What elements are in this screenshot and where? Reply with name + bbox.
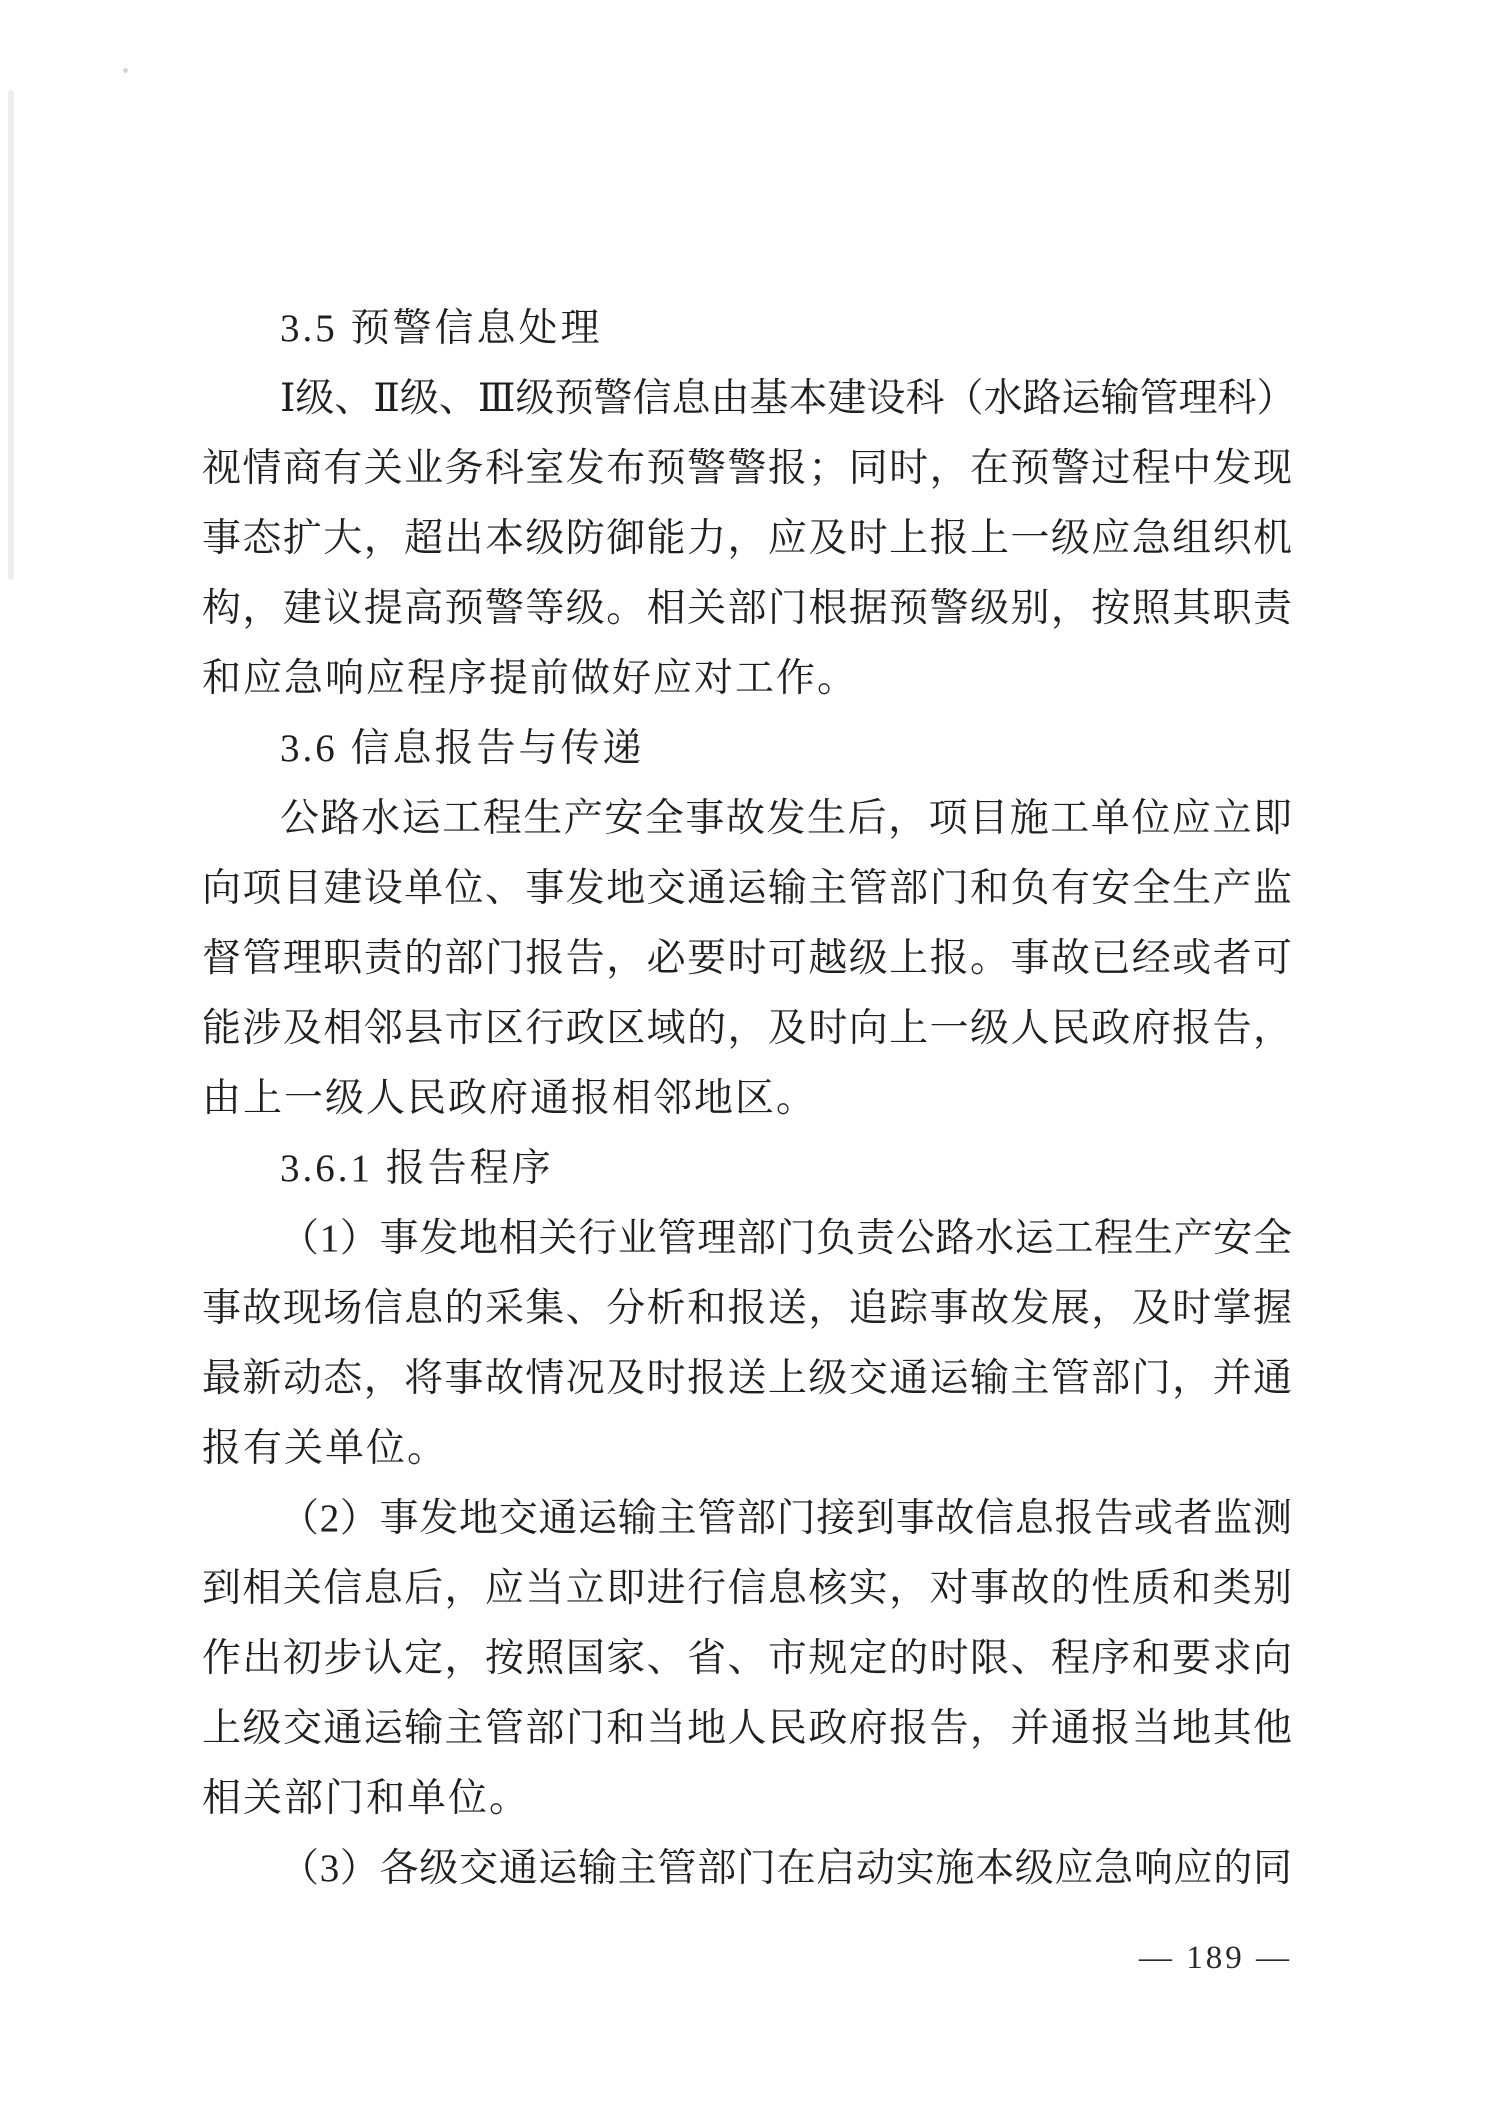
text-line: 视情商有关业务科室发布预警警报；同时，在预警过程中发现 — [202, 447, 1292, 490]
text-line: 事态扩大，超出本级防御能力，应及时上报上一级应急组织机 — [202, 517, 1292, 560]
section-heading-3-5: 3.5 预警信息处理 — [280, 307, 603, 350]
text-line: （3）各级交通运输主管部门在启动实施本级应急响应的同 — [280, 1847, 1292, 1890]
text-line: 公路水运工程生产安全事故发生后，项目施工单位应立即 — [280, 797, 1292, 840]
text-line: 构，建议提高预警等级。相关部门根据预警级别，按照其职责 — [202, 587, 1292, 630]
text-line: 作出初步认定，按照国家、省、市规定的时限、程序和要求向 — [202, 1637, 1292, 1680]
page-number: — 189 — — [1139, 1940, 1292, 1976]
text-line: 报有关单位。 — [202, 1427, 449, 1470]
scan-speck-artifact — [123, 68, 128, 73]
text-line: 到相关信息后，应当立即进行信息核实，对事故的性质和类别 — [202, 1567, 1292, 1610]
text-line: 向项目建设单位、事发地交通运输主管部门和负有安全生产监 — [202, 867, 1292, 910]
text-line: 最新动态，将事故情况及时报送上级交通运输主管部门，并通 — [202, 1357, 1292, 1400]
text-line: （2）事发地交通运输主管部门接到事故信息报告或者监测 — [280, 1497, 1292, 1540]
scan-edge-artifact — [8, 90, 14, 580]
text-line: （1）事发地相关行业管理部门负责公路水运工程生产安全 — [280, 1217, 1292, 1260]
document-body — [202, 294, 1296, 1904]
section-heading-3-6: 3.6 信息报告与传递 — [280, 727, 645, 770]
text-line: 相关部门和单位。 — [202, 1777, 531, 1820]
text-line: Ⅰ级、Ⅱ级、Ⅲ级预警信息由基本建设科（水路运输管理科） — [280, 377, 1296, 420]
text-line: 能涉及相邻县市区行政区域的，及时向上一级人民政府报告， — [202, 1007, 1292, 1050]
text-line: 事故现场信息的采集、分析和报送，追踪事故发展，及时掌握 — [202, 1287, 1292, 1330]
text-line: 由上一级人民政府通报相邻地区。 — [202, 1077, 818, 1120]
text-line: 上级交通运输主管部门和当地人民政府报告，并通报当地其他 — [202, 1707, 1292, 1750]
section-heading-3-6-1: 3.6.1 报告程序 — [280, 1147, 554, 1190]
text-line: 和应急响应程序提前做好应对工作。 — [202, 657, 859, 700]
text-line: 督管理职责的部门报告，必要时可越级上报。事故已经或者可 — [202, 937, 1292, 980]
